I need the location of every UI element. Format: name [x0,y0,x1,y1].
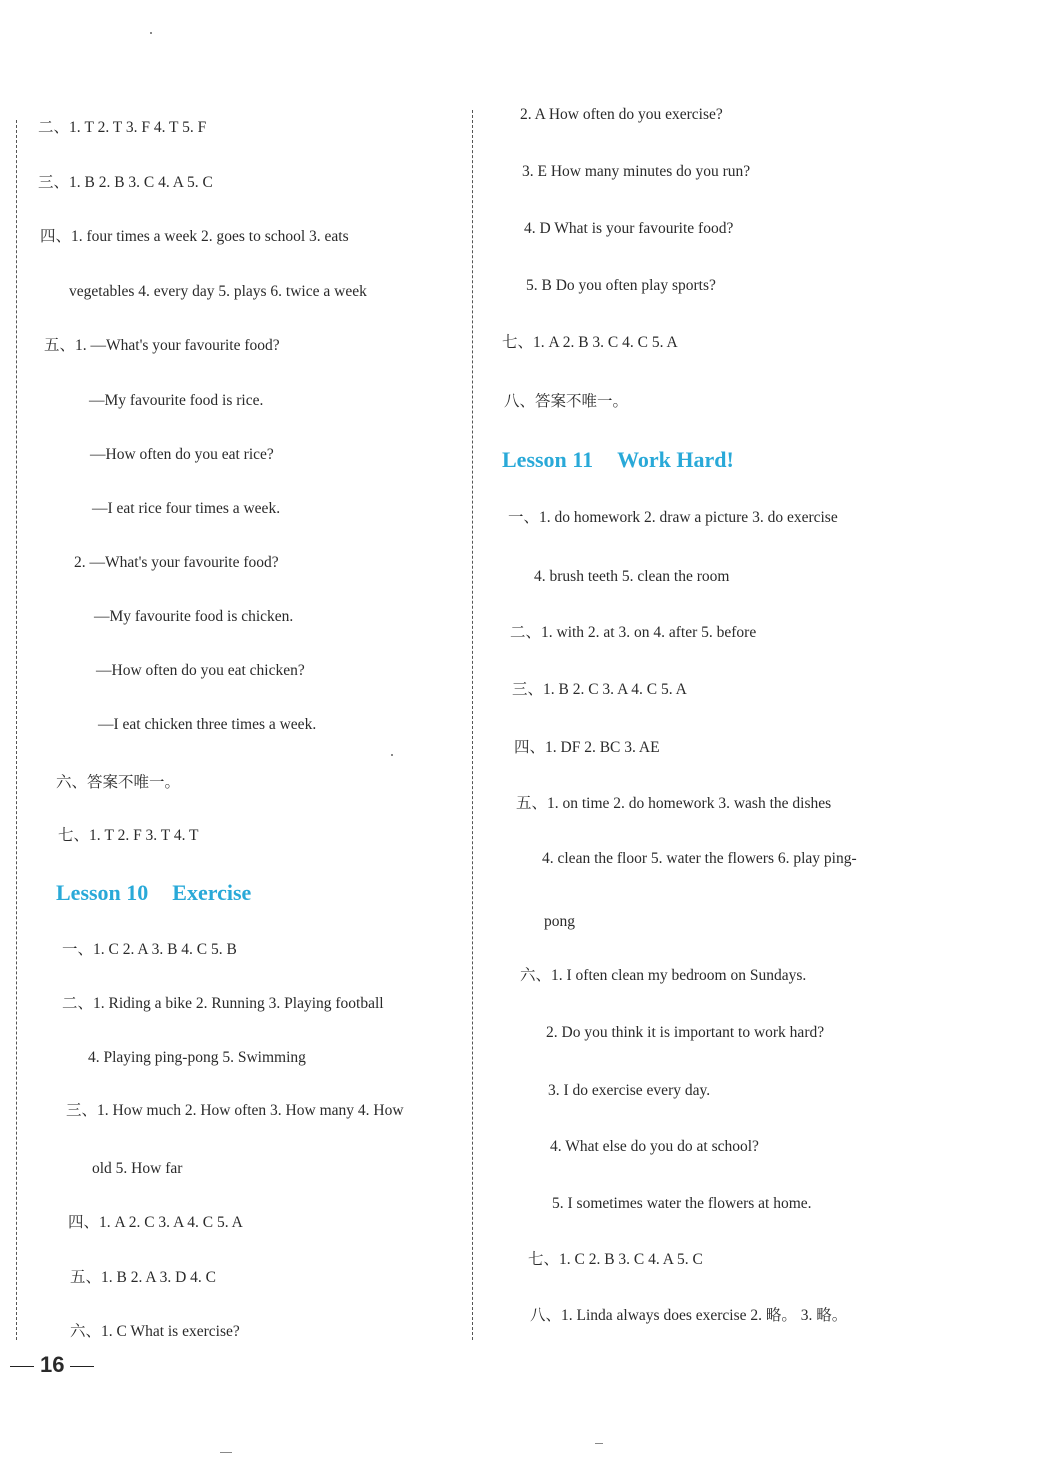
answer-line: old 5. How far [92,1160,183,1177]
answer-line: 4. Playing ping-pong 5. Swimming [88,1049,306,1066]
scan-speck [391,754,393,756]
answer-line: 三、1. B 2. C 3. A 4. C 5. A [512,681,687,698]
answer-line: 八、1. Linda always does exercise 2. 略。 3. 略。 [530,1307,848,1324]
answer-line: 四、1. four times a week 2. goes to school 3. eats [40,228,349,245]
answer-line: 五、1. on time 2. do homework 3. wash the dishes [516,795,832,812]
column-divider [472,110,473,1340]
lesson-heading [502,447,734,473]
answer-line: 三、1. B 2. B 3. C 4. A 5. C [38,174,213,191]
lesson-title: Work Hard! [617,447,734,472]
answer-line: 五、1. B 2. A 3. D 4. C [70,1269,216,1286]
page-number-left-rule [10,1366,34,1367]
answer-line: vegetables 4. every day 5. plays 6. twice a week [69,283,367,300]
lesson-number: Lesson 10 [56,880,149,905]
answer-line: 二、1. Riding a bike 2. Running 3. Playing football [62,995,384,1012]
answer-line: 七、1. C 2. B 3. C 4. A 5. C [528,1251,703,1268]
answer-line: 3. E How many minutes do you run? [522,163,751,180]
answer-line: 4. clean the floor 5. water the flowers 6. play ping- [542,850,857,867]
scan-speck [150,32,152,34]
page-number-value: 16 [40,1352,65,1377]
answer-line: 六、1. C What is exercise? [70,1323,240,1340]
answer-line: 2. —What's your favourite food? [74,554,279,571]
answer-line: 四、1. A 2. C 3. A 4. C 5. A [68,1214,243,1231]
answer-line: 六、1. I often clean my bedroom on Sundays. [520,967,807,984]
answer-line: 二、1. with 2. at 3. on 4. after 5. before [510,624,757,641]
answer-line: 5. I sometimes water the flowers at home. [552,1195,812,1212]
answer-line: 一、1. C 2. A 3. B 4. C 5. B [62,941,237,958]
answer-line: 3. I do exercise every day. [548,1082,711,1099]
answer-line: 七、1. A 2. B 3. C 4. C 5. A [502,334,678,351]
answer-line: 4. D What is your favourite food? [524,220,734,237]
answer-line: 一、1. do homework 2. draw a picture 3. do exercise [508,509,838,526]
answer-line: 七、1. T 2. F 3. T 4. T [58,827,199,844]
answer-line: 四、1. DF 2. BC 3. AE [514,739,660,756]
answer-line: 五、1. —What's your favourite food? [44,337,280,354]
page-number-right-rule [70,1366,94,1367]
answer-line: 六、答案不唯一。 [56,774,181,791]
lesson-number: Lesson 11 [502,447,594,472]
answer-line: 2. A How often do you exercise? [520,106,723,123]
lesson-title: Exercise [172,880,252,905]
answer-line: —I eat rice four times a week. [92,500,281,517]
answer-line: —I eat chicken three times a week. [98,716,317,733]
answer-line: 三、1. How much 2. How often 3. How many 4. How [66,1102,404,1119]
answer-line: 二、1. T 2. T 3. F 4. T 5. F [38,119,207,136]
answer-line: 4. brush teeth 5. clean the room [534,568,730,585]
answer-line: —How often do you eat chicken? [96,662,305,679]
lesson-heading [56,880,251,906]
scan-speck [595,1443,603,1444]
left-margin-divider [16,120,17,1340]
answer-line: 5. B Do you often play sports? [526,277,716,294]
answer-line: —How often do you eat rice? [90,446,274,463]
answer-line: —My favourite food is rice. [89,392,264,409]
answer-line: 4. What else do you do at school? [550,1138,759,1155]
scan-speck [220,1452,232,1453]
answer-line: pong [544,913,575,930]
answer-line: 2. Do you think it is important to work hard? [546,1024,825,1041]
answer-line: —My favourite food is chicken. [94,608,294,625]
answer-line: 八、答案不唯一。 [504,393,629,410]
page-number [4,1352,100,1378]
